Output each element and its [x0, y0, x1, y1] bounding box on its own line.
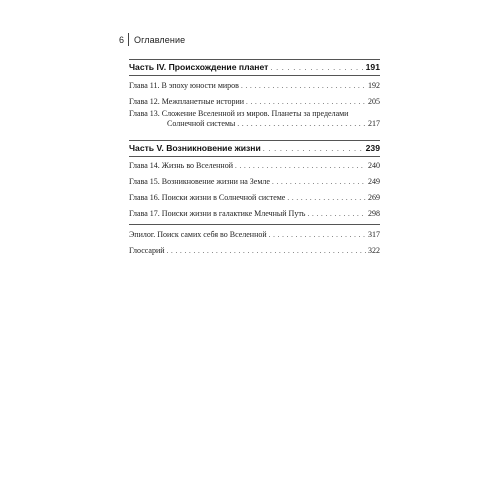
running-head-separator: [128, 33, 129, 46]
toc-glossary[interactable]: [129, 246, 380, 255]
section-rule-bottom-part4: [129, 75, 380, 76]
toc-chapter-label: Глава 17. Поиски жизни в галактике Млечный Путь: [129, 209, 306, 218]
toc-epilogue[interactable]: [129, 230, 380, 239]
dot-leader: [246, 98, 366, 106]
dot-leader: [237, 119, 366, 129]
toc-part-label: Часть V. Возникновение жизни: [129, 143, 261, 153]
toc-chapter-16[interactable]: [129, 193, 380, 202]
toc-page-number: 217: [368, 119, 380, 128]
toc-part-5[interactable]: [129, 143, 380, 153]
toc-chapter-label: Глава 13. Сложение Вселенной из миров. Планеты за пределами: [129, 109, 349, 118]
toc-page-number: 249: [368, 177, 380, 186]
toc-chapter-label: Глоссарий: [129, 246, 165, 255]
toc-page-number: 322: [368, 246, 380, 255]
section-rule-bottom-part5: [129, 156, 380, 157]
section-rule-top-part5: [129, 140, 380, 141]
toc-chapter-17[interactable]: [129, 209, 380, 218]
toc-chapter-14[interactable]: [129, 161, 380, 170]
toc-page-number: 240: [368, 161, 380, 170]
toc-page-number: 269: [368, 193, 380, 202]
dot-leader: [287, 194, 366, 202]
toc-chapter-label-line2: Солнечной системы: [167, 119, 236, 128]
toc-chapter-label: Глава 12. Межпланетные истории: [129, 97, 245, 106]
toc-chapter-label: Глава 16. Поиски жизни в Солнечной системе: [129, 193, 286, 202]
dot-leader: [263, 144, 364, 153]
toc-part-4[interactable]: [129, 62, 380, 72]
toc-chapter-label: Эпилог. Поиск самих себя во Вселенной: [129, 230, 267, 239]
running-head-title: Оглавление: [134, 34, 186, 45]
toc-chapter-label: Глава 15. Возникновение жизни на Земле: [129, 177, 270, 186]
toc-chapter-12[interactable]: [129, 97, 380, 106]
dot-leader: [307, 210, 366, 218]
toc-chapter-11[interactable]: [129, 81, 380, 90]
dot-leader: [272, 178, 366, 186]
dot-leader: [269, 231, 366, 239]
toc-chapter-label: Глава 14. Жизнь во Вселенной: [129, 161, 233, 170]
toc-chapter-label-continuation: [129, 119, 380, 129]
dot-leader: [167, 247, 366, 255]
dot-leader: [241, 82, 366, 90]
page-number: 6: [119, 34, 125, 45]
toc-page-number: 317: [368, 230, 380, 239]
running-head: [119, 33, 185, 46]
toc-page-number: 205: [368, 97, 380, 106]
toc-page-number: 191: [365, 62, 380, 72]
toc-chapter-label: Глава 11. В эпоху юности миров: [129, 81, 239, 90]
section-rule-back-matter: [129, 224, 380, 225]
toc-chapter-13[interactable]: [129, 109, 380, 129]
toc-chapter-15[interactable]: [129, 177, 380, 186]
toc-part-label: Часть IV. Происхождение планет: [129, 62, 269, 72]
toc-page-number: 298: [368, 209, 380, 218]
toc-page-number: 192: [368, 81, 380, 90]
dot-leader: [270, 63, 363, 72]
section-rule-top-part4: [129, 59, 380, 60]
dot-leader: [235, 162, 366, 170]
toc-page-number: 239: [365, 143, 380, 153]
